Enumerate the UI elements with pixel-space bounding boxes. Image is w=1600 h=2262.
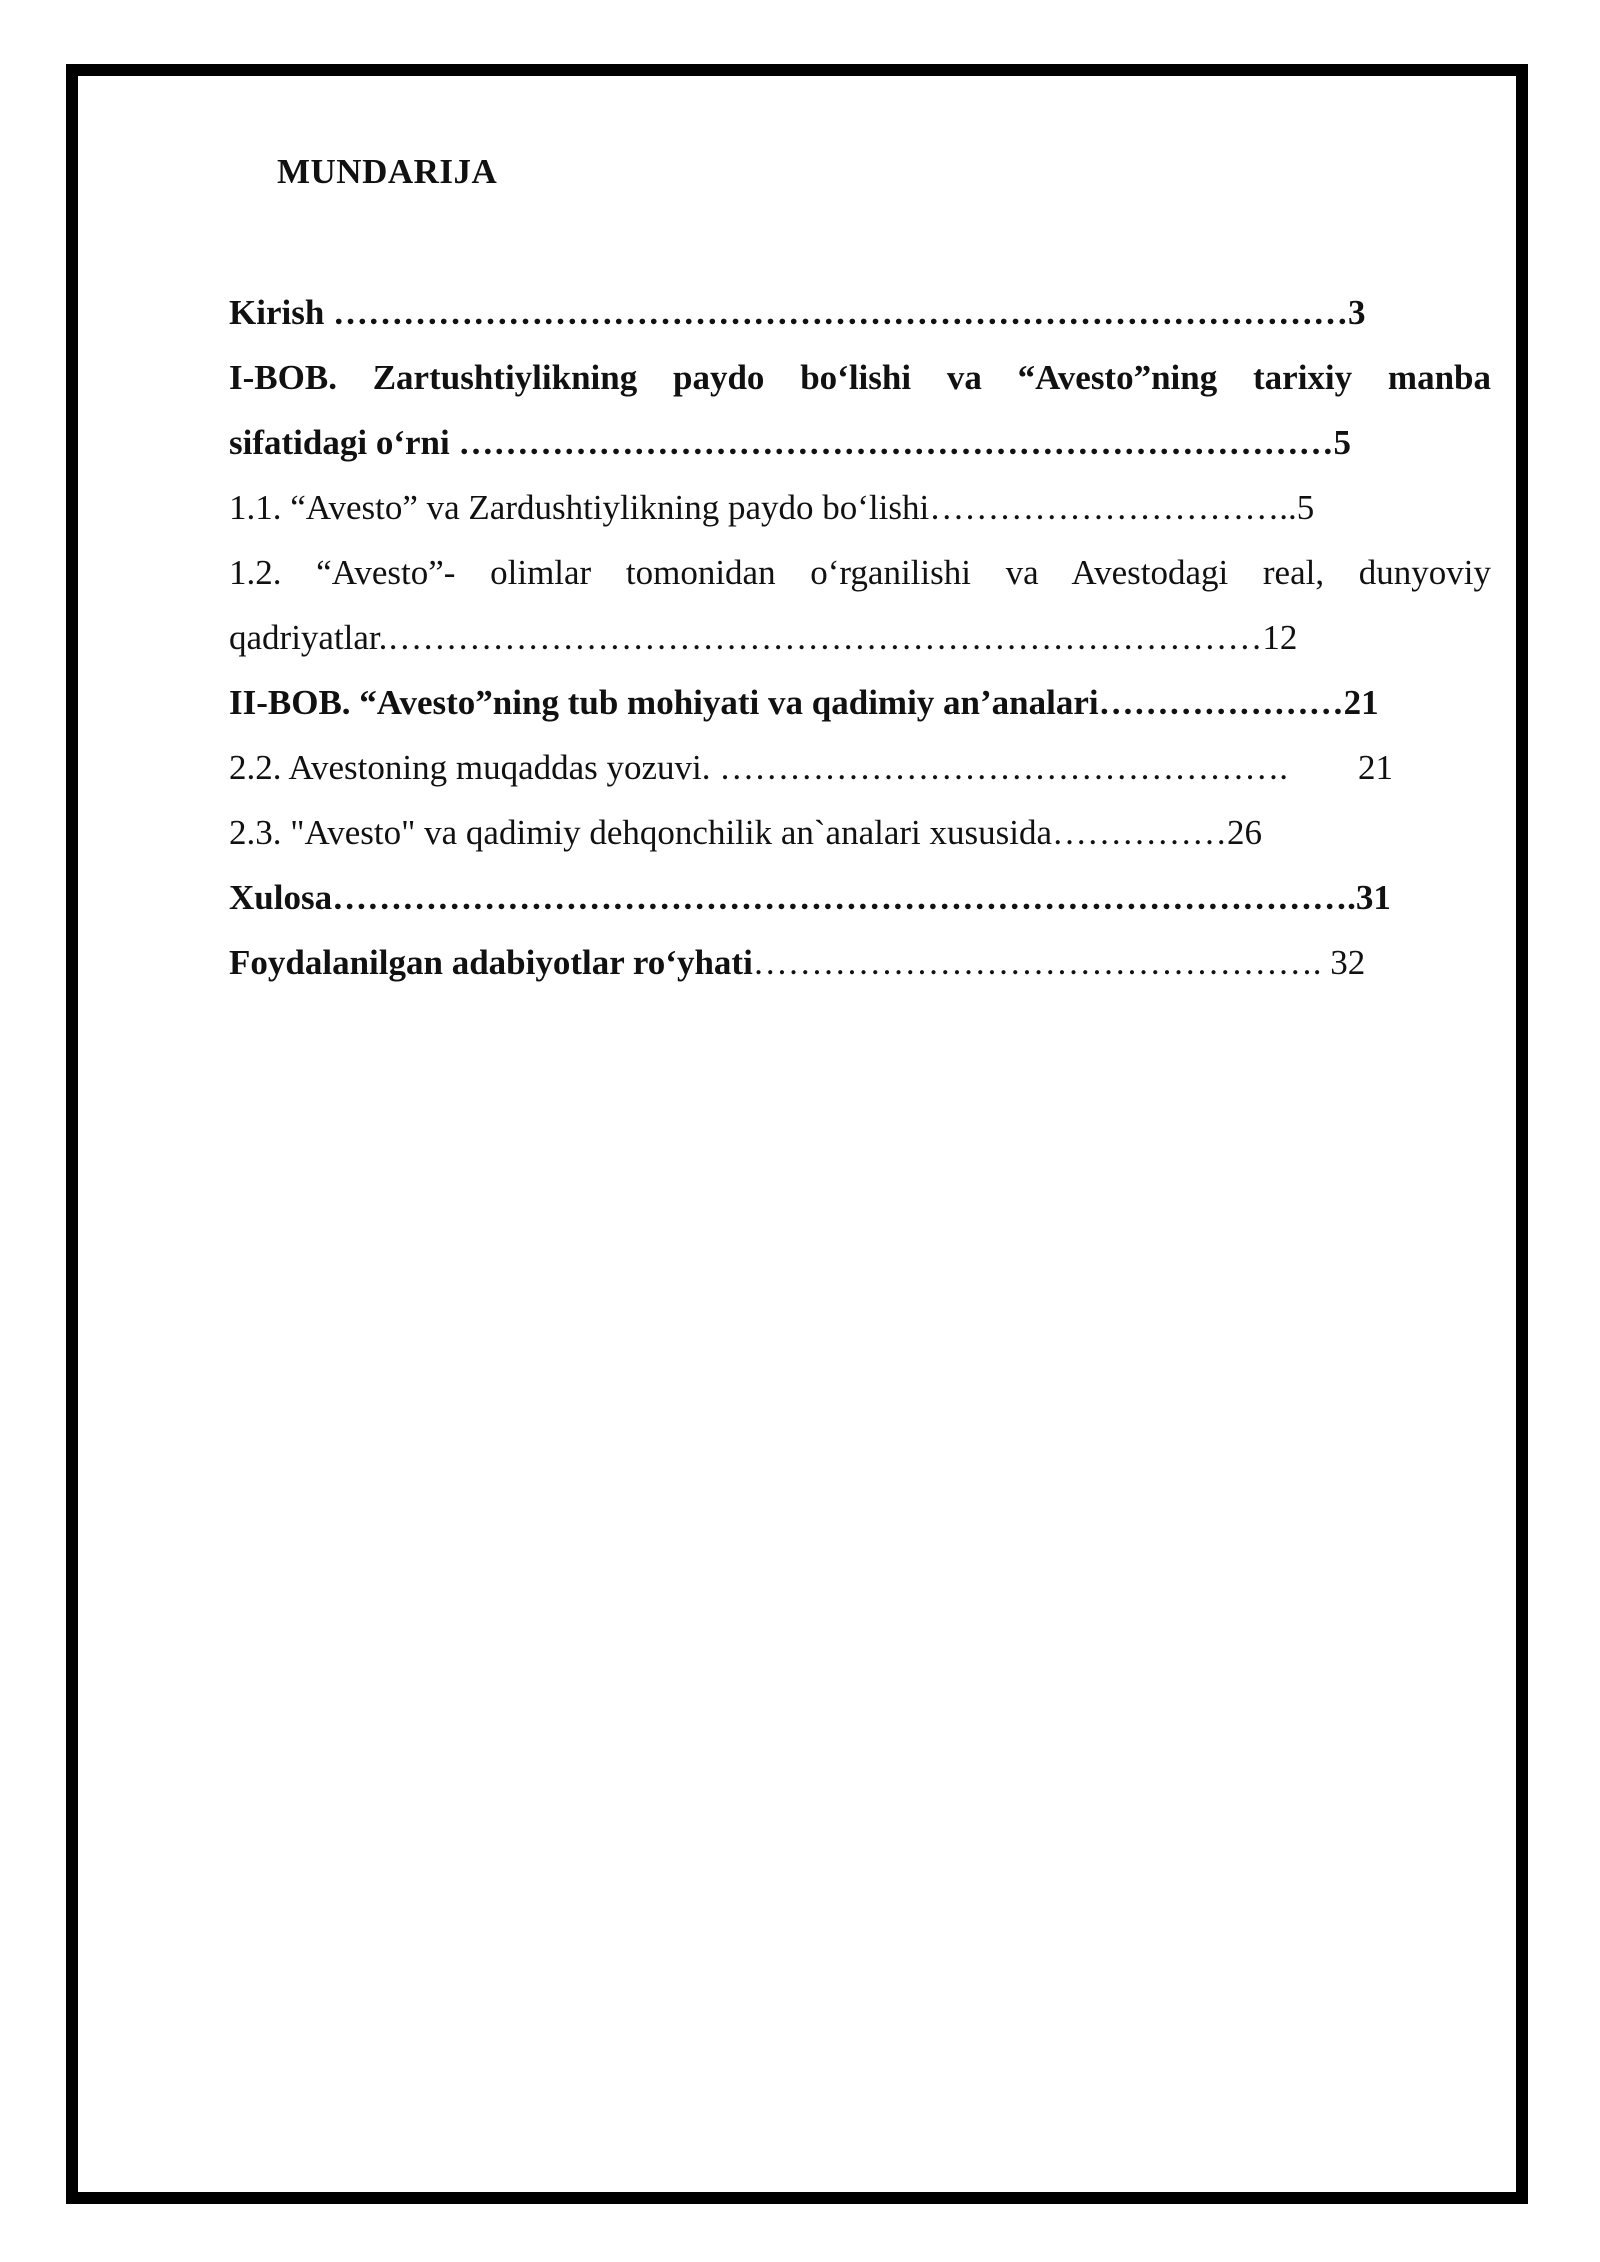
toc-entry-section-2-3[interactable]: 2.3. "Avesto" va qadimiy dehqonchilik an`analari xususida……………26 <box>229 813 1263 852</box>
toc-entry-section-2-2-text: 2.2. Avestoning muqaddas yozuvi. …………………………………………. <box>229 748 1289 787</box>
toc-entry-section-1-2-line2[interactable]: qadriyatlar.…………………………………………………………………12 <box>229 618 1298 657</box>
toc-entry-kirish[interactable]: Kirish ……………………………………………………………………………3 <box>229 293 1366 332</box>
toc-entry-references-page: …………………………………………. 32 <box>752 943 1366 982</box>
page-title: MUNDARIJA <box>277 152 498 191</box>
toc-entry-chapter1-line1[interactable]: I-BOB. Zartushtiylikning paydo bo‘lishi va “Avesto”ning tarixiy manba <box>229 358 1491 397</box>
toc-entry-references-title: Foydalanilgan adabiyotlar ro‘yhati <box>229 943 753 982</box>
toc-entry-chapter2[interactable]: II-BOB. “Avesto”ning tub mohiyati va qadimiy an’analari…………………21 <box>229 683 1379 722</box>
toc-entry-chapter1-line2[interactable]: sifatidagi o‘rni …………………………………………………………………5 <box>229 423 1351 462</box>
toc-entry-xulosa[interactable]: Xulosa…………………………………………………………………………….31 <box>229 878 1391 917</box>
table-of-contents <box>229 280 1491 995</box>
toc-entry-references[interactable] <box>229 930 1491 995</box>
toc-entry-section-2-2[interactable] <box>229 735 1491 800</box>
toc-entry-section-1-2-line1[interactable]: 1.2. “Avesto”- olimlar tomonidan o‘rganilishi va Avestodagi real, dunyoviy <box>229 553 1491 592</box>
toc-entry-section-1-1[interactable]: 1.1. “Avesto” va Zardushtiylikning paydo bo‘lishi…………………………..5 <box>229 488 1315 527</box>
toc-entry-section-2-2-page: 21 <box>1358 748 1394 787</box>
